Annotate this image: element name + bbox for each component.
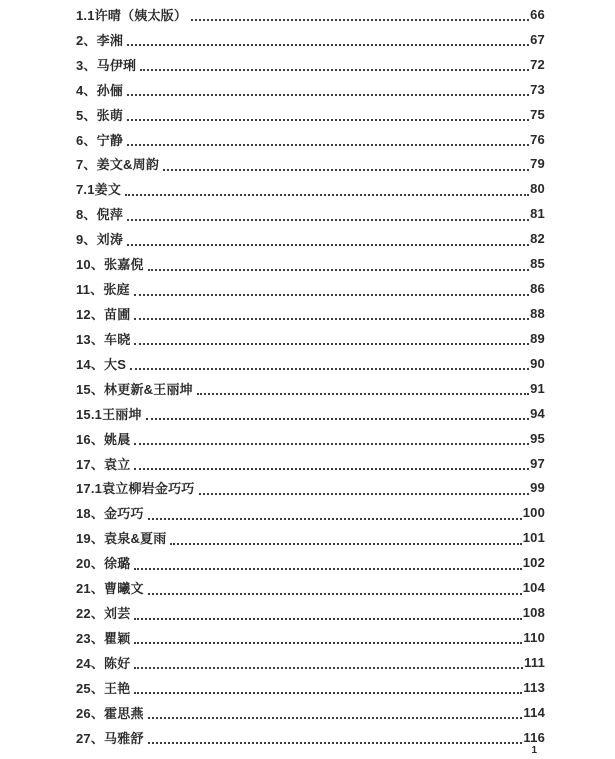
toc-leader-dots bbox=[134, 468, 529, 470]
toc-leader-dots bbox=[148, 593, 522, 595]
toc-leader-dots bbox=[125, 194, 529, 196]
toc-entry-label: 15、林更新&王丽坤 bbox=[76, 381, 193, 397]
toc-entry[interactable] bbox=[76, 276, 545, 301]
toc-entry-label: 8、倪萍 bbox=[76, 207, 124, 223]
toc-leader-dots bbox=[146, 418, 529, 420]
toc-entry[interactable] bbox=[76, 550, 545, 575]
toc-entry-page: 102 bbox=[522, 555, 545, 571]
toc-entry[interactable] bbox=[76, 152, 545, 177]
toc-entry-page: 75 bbox=[530, 106, 545, 122]
toc-entry[interactable] bbox=[76, 376, 545, 401]
toc-entry-page: 85 bbox=[530, 256, 545, 272]
toc-leader-dots bbox=[127, 44, 529, 46]
toc-entry-page: 81 bbox=[530, 206, 545, 222]
toc-entry-label: 14、大S bbox=[76, 356, 127, 372]
toc-entry[interactable] bbox=[76, 2, 545, 27]
toc-entry-label: 19、袁泉&夏雨 bbox=[76, 531, 167, 547]
toc-entry-page: 76 bbox=[530, 131, 545, 147]
toc-entry-label: 20、徐璐 bbox=[76, 556, 131, 572]
toc-leader-dots bbox=[127, 94, 529, 96]
toc-leader-dots bbox=[134, 568, 521, 570]
toc-entry[interactable] bbox=[76, 451, 545, 476]
toc-entry-label: 27、马雅舒 bbox=[76, 730, 144, 746]
toc-entry[interactable] bbox=[76, 650, 545, 675]
toc-leader-dots bbox=[197, 393, 529, 395]
toc-entry[interactable] bbox=[76, 725, 545, 750]
toc-leader-dots bbox=[148, 717, 523, 719]
toc-entry-label: 23、瞿颖 bbox=[76, 631, 131, 646]
toc-entry[interactable] bbox=[76, 476, 545, 501]
toc-leader-dots bbox=[127, 119, 529, 121]
toc-entry[interactable] bbox=[76, 625, 545, 650]
page-number-footer: 1 bbox=[531, 745, 537, 756]
toc-entry[interactable] bbox=[76, 675, 545, 700]
toc-leader-dots bbox=[127, 144, 529, 146]
toc-entry-page: 104 bbox=[522, 580, 545, 596]
toc-entry-label: 12、苗圃 bbox=[76, 307, 131, 323]
toc-entry-page: 67 bbox=[530, 31, 545, 47]
toc-entry[interactable] bbox=[76, 201, 545, 226]
toc-entry-label: 7.1姜文 bbox=[76, 182, 122, 198]
toc-entry-label: 16、姚晨 bbox=[76, 431, 131, 447]
toc-leader-dots bbox=[163, 169, 529, 171]
toc-entry[interactable] bbox=[76, 102, 545, 127]
toc-leader-dots bbox=[134, 618, 521, 620]
toc-entry-label: 13、车晓 bbox=[76, 331, 131, 347]
toc-leader-dots bbox=[134, 642, 522, 644]
toc-entry[interactable] bbox=[76, 426, 545, 451]
toc-entry-page: 72 bbox=[530, 56, 545, 72]
toc-leader-dots bbox=[134, 667, 523, 669]
toc-entry-page: 80 bbox=[530, 181, 545, 197]
toc-leader-dots bbox=[148, 742, 523, 744]
toc-entry[interactable] bbox=[76, 326, 545, 351]
toc-entry[interactable] bbox=[76, 575, 545, 600]
toc-entry-page: 101 bbox=[522, 530, 545, 546]
toc-entry-page: 108 bbox=[522, 605, 545, 621]
toc-entry-page: 66 bbox=[530, 6, 545, 22]
toc-entry-label: 17、袁立 bbox=[76, 456, 131, 472]
toc-entry-label: 26、霍思燕 bbox=[76, 705, 144, 721]
toc-entry-label: 1.1许晴（姨太版） bbox=[76, 7, 188, 23]
toc-entry-page: 79 bbox=[530, 156, 545, 172]
toc-entry[interactable] bbox=[76, 226, 545, 251]
toc-entry-label: 18、金巧巧 bbox=[76, 506, 144, 522]
toc-leader-dots bbox=[134, 443, 529, 445]
toc-entry-page: 91 bbox=[530, 380, 545, 396]
toc-entry[interactable] bbox=[76, 251, 545, 276]
toc-leader-dots bbox=[134, 343, 529, 345]
toc-entry[interactable] bbox=[76, 401, 545, 426]
toc-entry[interactable] bbox=[76, 27, 545, 52]
toc-entry-label: 2、李湘 bbox=[76, 32, 124, 48]
toc-entry-page: 113 bbox=[523, 679, 545, 695]
toc-entry-page: 89 bbox=[530, 330, 545, 346]
toc-leader-dots bbox=[170, 543, 521, 545]
toc-leader-dots bbox=[148, 269, 529, 271]
toc-entry[interactable] bbox=[76, 52, 545, 77]
toc-entry-page: 94 bbox=[530, 405, 545, 421]
toc-entry[interactable] bbox=[76, 77, 545, 102]
toc-entry-label: 22、刘芸 bbox=[76, 606, 131, 622]
toc-entry-label: 6、宁静 bbox=[76, 132, 124, 148]
toc-entry-page: 82 bbox=[530, 231, 545, 247]
toc-entry-label: 9、刘涛 bbox=[76, 232, 124, 248]
toc-entry-page: 97 bbox=[530, 455, 545, 471]
toc-entry-page: 90 bbox=[530, 355, 545, 371]
toc-entry[interactable] bbox=[76, 500, 545, 525]
toc-entry-label: 24、陈好 bbox=[76, 655, 131, 671]
toc-entry-page: 110 bbox=[523, 630, 545, 645]
toc-entry[interactable] bbox=[76, 351, 545, 376]
toc-leader-dots bbox=[148, 518, 522, 520]
toc-entry-label: 5、张萌 bbox=[76, 107, 124, 123]
toc-leader-dots bbox=[127, 244, 529, 246]
toc-entry-label: 10、张嘉倪 bbox=[76, 257, 144, 273]
toc-entry-page: 86 bbox=[530, 281, 545, 297]
toc-list bbox=[76, 2, 545, 750]
toc-leader-dots bbox=[134, 294, 529, 296]
toc-entry-label: 7、姜文&周韵 bbox=[76, 157, 160, 173]
toc-leader-dots bbox=[199, 493, 530, 495]
toc-entry[interactable] bbox=[76, 127, 545, 152]
toc-entry[interactable] bbox=[76, 176, 545, 201]
toc-entry-label: 25、王艳 bbox=[76, 680, 131, 696]
toc-entry-label: 21、曹曦文 bbox=[76, 581, 144, 597]
toc-entry-page: 116 bbox=[523, 729, 545, 745]
toc-entry-page: 73 bbox=[530, 81, 545, 97]
toc-leader-dots bbox=[140, 69, 529, 71]
toc-entry-page: 95 bbox=[530, 430, 545, 446]
toc-entry-page: 99 bbox=[530, 480, 545, 496]
toc-entry-page: 100 bbox=[522, 505, 545, 521]
toc-entry-label: 15.1王丽坤 bbox=[76, 406, 142, 422]
toc-entry-label: 17.1袁立柳岩金巧巧 bbox=[76, 481, 195, 497]
toc-entry-page: 111 bbox=[524, 654, 545, 670]
toc-entry-page: 88 bbox=[530, 306, 545, 322]
toc-entry[interactable] bbox=[76, 600, 545, 625]
toc-entry[interactable] bbox=[76, 525, 545, 550]
toc-leader-dots bbox=[134, 318, 529, 320]
toc-entry-label: 4、孙俪 bbox=[76, 82, 124, 98]
toc-leader-dots bbox=[191, 19, 529, 21]
toc-leader-dots bbox=[134, 692, 522, 694]
toc-leader-dots bbox=[130, 368, 529, 370]
toc-entry[interactable] bbox=[76, 301, 545, 326]
toc-entry-label: 11、张庭 bbox=[76, 282, 130, 298]
toc-entry[interactable] bbox=[76, 700, 545, 725]
toc-entry-page: 114 bbox=[523, 704, 545, 720]
toc-entry-label: 3、马伊琍 bbox=[76, 57, 137, 73]
toc-leader-dots bbox=[127, 219, 529, 221]
